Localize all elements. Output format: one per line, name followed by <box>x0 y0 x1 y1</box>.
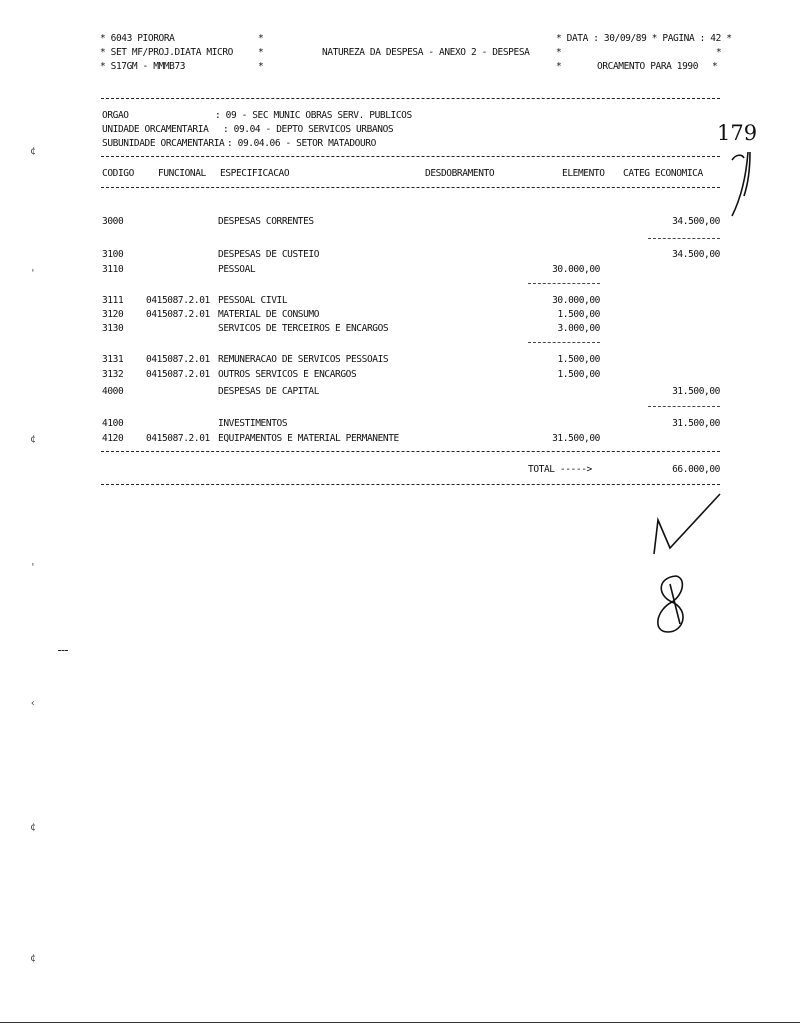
subtotal-rule <box>528 283 600 284</box>
subtotal-rule <box>648 406 720 407</box>
cell-especificacao: PESSOAL <box>218 264 256 275</box>
cell-codigo: 3110 <box>102 264 124 275</box>
margin-speck: ¢ <box>30 953 36 964</box>
scan-bottom-edge <box>0 1022 800 1023</box>
cell-funcional: 0415087.2.01 <box>146 433 210 444</box>
cell-codigo: 4100 <box>102 418 124 429</box>
orgao-label: ORGAO <box>102 110 129 121</box>
cell-especificacao: PESSOAL CIVIL <box>218 295 288 306</box>
cell-codigo: 4000 <box>102 386 124 397</box>
cell-categ: 34.500,00 <box>672 216 720 227</box>
header-rule <box>101 98 720 99</box>
header-star-3: * <box>258 61 264 72</box>
header-star-1: * <box>258 33 264 44</box>
header-star-2: * <box>258 47 264 58</box>
cell-codigo: 3111 <box>102 295 124 306</box>
budget-year: ORCAMENTO PARA 1990 <box>597 61 699 72</box>
total-value: 66.000,00 <box>672 464 720 475</box>
table-bottom-rule <box>101 451 720 452</box>
cell-elemento: 30.000,00 <box>552 264 600 275</box>
margin-speck: ' <box>30 268 36 279</box>
col-header-elemento: ELEMENTO <box>562 168 605 179</box>
cell-elemento: 31.500,00 <box>552 433 600 444</box>
cell-funcional: 0415087.2.01 <box>146 295 210 306</box>
cell-elemento: 1.500,00 <box>557 309 600 320</box>
cell-elemento: 1.500,00 <box>557 369 600 380</box>
cell-elemento: 3.000,00 <box>557 323 600 334</box>
handwritten-initial-mark <box>648 490 724 562</box>
cell-especificacao: REMUNERACAO DE SERVICOS PESSOAIS <box>218 354 389 365</box>
header-right-star-3a: * <box>556 61 562 72</box>
margin-speck: ‹ <box>30 698 36 709</box>
margin-speck: ' <box>30 562 36 573</box>
cell-elemento: 1.500,00 <box>557 354 600 365</box>
col-header-especificacao: ESPECIFICACAO <box>220 168 290 179</box>
subunidade-label: SUBUNIDADE ORCAMENTARIA <box>102 138 225 149</box>
unidade-value: : 09.04 - DEPTO SERVICOS URBANOS <box>223 124 394 135</box>
handwritten-slash-mark <box>728 148 758 220</box>
col-header-desdobramento: DESDOBRAMENTO <box>425 168 495 179</box>
cell-especificacao: SERVICOS DE TERCEIROS E ENCARGOS <box>218 323 389 334</box>
header-left-line-3: * S17GM - MMMB73 <box>100 61 186 72</box>
page-number-stamp: 179 <box>717 121 758 145</box>
subunidade-value: : 09.04.06 - SETOR MATADOURO <box>227 138 376 149</box>
cell-especificacao: OUTROS SERVICOS E ENCARGOS <box>218 369 357 380</box>
cell-especificacao: INVESTIMENTOS <box>218 418 288 429</box>
subtotal-rule <box>648 238 720 239</box>
header-left-line-1: * 6043 PIORORA <box>100 33 175 44</box>
header-date-page: * DATA : 30/09/89 * PAGINA : 42 * <box>556 33 732 44</box>
margin-dash <box>58 650 68 651</box>
total-label: TOTAL -----> <box>528 464 592 475</box>
cell-codigo: 3120 <box>102 309 124 320</box>
header-right-star-2b: * <box>716 47 722 58</box>
cell-especificacao: DESPESAS DE CAPITAL <box>218 386 320 397</box>
cell-especificacao: MATERIAL DE CONSUMO <box>218 309 320 320</box>
subtotal-rule <box>528 342 600 343</box>
margin-speck: ¢ <box>30 434 36 445</box>
cell-especificacao: DESPESAS CORRENTES <box>218 216 314 227</box>
col-header-codigo: CODIGO <box>102 168 134 179</box>
cell-funcional: 0415087.2.01 <box>146 309 210 320</box>
header-right-star-3b: * <box>712 61 718 72</box>
col-header-funcional: FUNCIONAL <box>158 168 206 179</box>
header-right-star-2a: * <box>556 47 562 58</box>
cell-funcional: 0415087.2.01 <box>146 369 210 380</box>
cell-codigo: 3132 <box>102 369 124 380</box>
margin-speck: ¢ <box>30 822 36 833</box>
cell-especificacao: EQUIPAMENTOS E MATERIAL PERMANENTE <box>218 433 399 444</box>
cell-elemento: 30.000,00 <box>552 295 600 306</box>
cell-codigo: 3130 <box>102 323 124 334</box>
cell-codigo: 4120 <box>102 433 124 444</box>
column-header-top-rule <box>101 156 720 157</box>
col-header-categ: CATEG ECONOMICA <box>623 168 703 179</box>
cell-funcional: 0415087.2.01 <box>146 354 210 365</box>
cell-categ: 34.500,00 <box>672 249 720 260</box>
cell-codigo: 3131 <box>102 354 124 365</box>
total-rule <box>101 484 720 485</box>
cell-especificacao: DESPESAS DE CUSTEIO <box>218 249 320 260</box>
margin-speck: ¢ <box>30 146 36 157</box>
handwritten-number-eight <box>646 570 696 638</box>
orgao-value: : 09 - SEC MUNIC OBRAS SERV. PUBLICOS <box>215 110 412 121</box>
column-header-bottom-rule <box>101 187 720 188</box>
cell-codigo: 3100 <box>102 249 124 260</box>
cell-categ: 31.500,00 <box>672 386 720 397</box>
cell-categ: 31.500,00 <box>672 418 720 429</box>
cell-codigo: 3000 <box>102 216 124 227</box>
header-left-line-2: * SET MF/PROJ.DIATA MICRO <box>100 47 233 58</box>
report-title: NATUREZA DA DESPESA - ANEXO 2 - DESPESA <box>322 47 530 58</box>
unidade-label: UNIDADE ORCAMENTARIA <box>102 124 209 135</box>
